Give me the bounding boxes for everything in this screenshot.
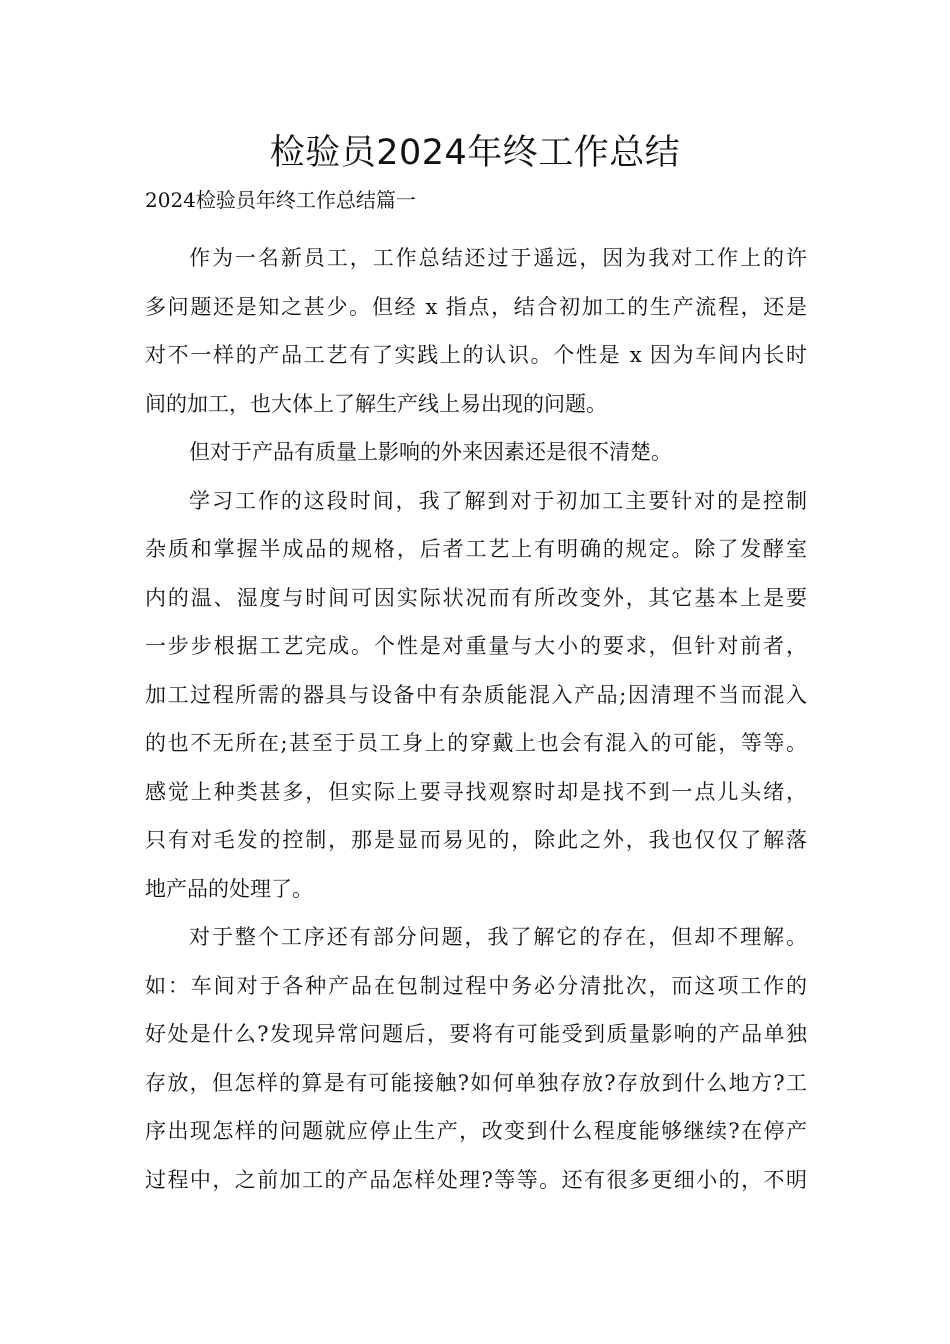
- text-line: 学习工作的这段时间，我了解到对于初加工主要针对的是控制: [189, 488, 807, 513]
- text-line: 地产品的处理了。: [145, 876, 313, 901]
- text-line: 内的温、湿度与时间可因实际状况而有所改变外，其它基本上是要: [145, 585, 807, 610]
- text-line: 过程中，之前加工的产品怎样处理?等等。还有很多更细小的，不明: [145, 1167, 807, 1192]
- text-line: 如：车间对于各种产品在包制过程中务必分清批次，而这项工作的: [145, 973, 807, 998]
- paragraph: [145, 428, 807, 477]
- paragraph: [145, 913, 807, 1204]
- text-line: 多问题还是知之甚少。但经 x 指点，结合初加工的生产流程，还是: [145, 294, 807, 319]
- text-line: 只有对毛发的控制，那是显而易见的，除此之外，我也仅仅了解落: [145, 828, 807, 852]
- text-line: 对于整个工序还有部分问题，我了解它的存在，但却不理解。: [189, 925, 807, 949]
- text-line: 好处是什么?发现异常问题后，要将有可能受到质量影响的产品单独: [145, 1022, 807, 1046]
- paragraph: [145, 234, 807, 428]
- text-line: 作为一名新员工，工作总结还过于遥远，因为我对工作上的许: [189, 246, 807, 270]
- text-line: 间的加工，也大体上了解生产线上易出现的问题。: [145, 391, 607, 416]
- document-body: [145, 234, 807, 1204]
- text-line: 的也不无所在;甚至于员工身上的穿戴上也会有混入的可能，等等。: [145, 731, 807, 755]
- text-line: 但对于产品有质量上影响的外来因素还是很不清楚。: [189, 440, 672, 464]
- text-line: 加工过程所需的器具与设备中有杂质能混入产品;因清理不当而混入: [145, 682, 807, 707]
- text-line: 一步步根据工艺完成。个性是对重量与大小的要求，但针对前者，: [145, 634, 807, 658]
- text-line: 感觉上种类甚多，但实际上要寻找观察时却是找不到一点儿头绪，: [145, 779, 807, 804]
- document-subtitle: 2024检验员年终工作总结篇一: [145, 188, 416, 212]
- text-line: 杂质和掌握半成品的规格，后者工艺上有明确的规定。除了发酵室: [145, 537, 807, 561]
- text-line: 存放，但怎样的算是有可能接触?如何单独存放?存放到什么地方?工: [145, 1070, 807, 1095]
- document-title: 检验员2024年终工作总结: [269, 133, 681, 173]
- paragraph: [145, 477, 807, 914]
- text-line: 序出现怎样的问题就应停止生产，改变到什么程度能够继续?在停产: [145, 1119, 807, 1143]
- text-line: 对不一样的产品工艺有了实践上的认识。个性是 x 因为车间内长时: [145, 343, 807, 367]
